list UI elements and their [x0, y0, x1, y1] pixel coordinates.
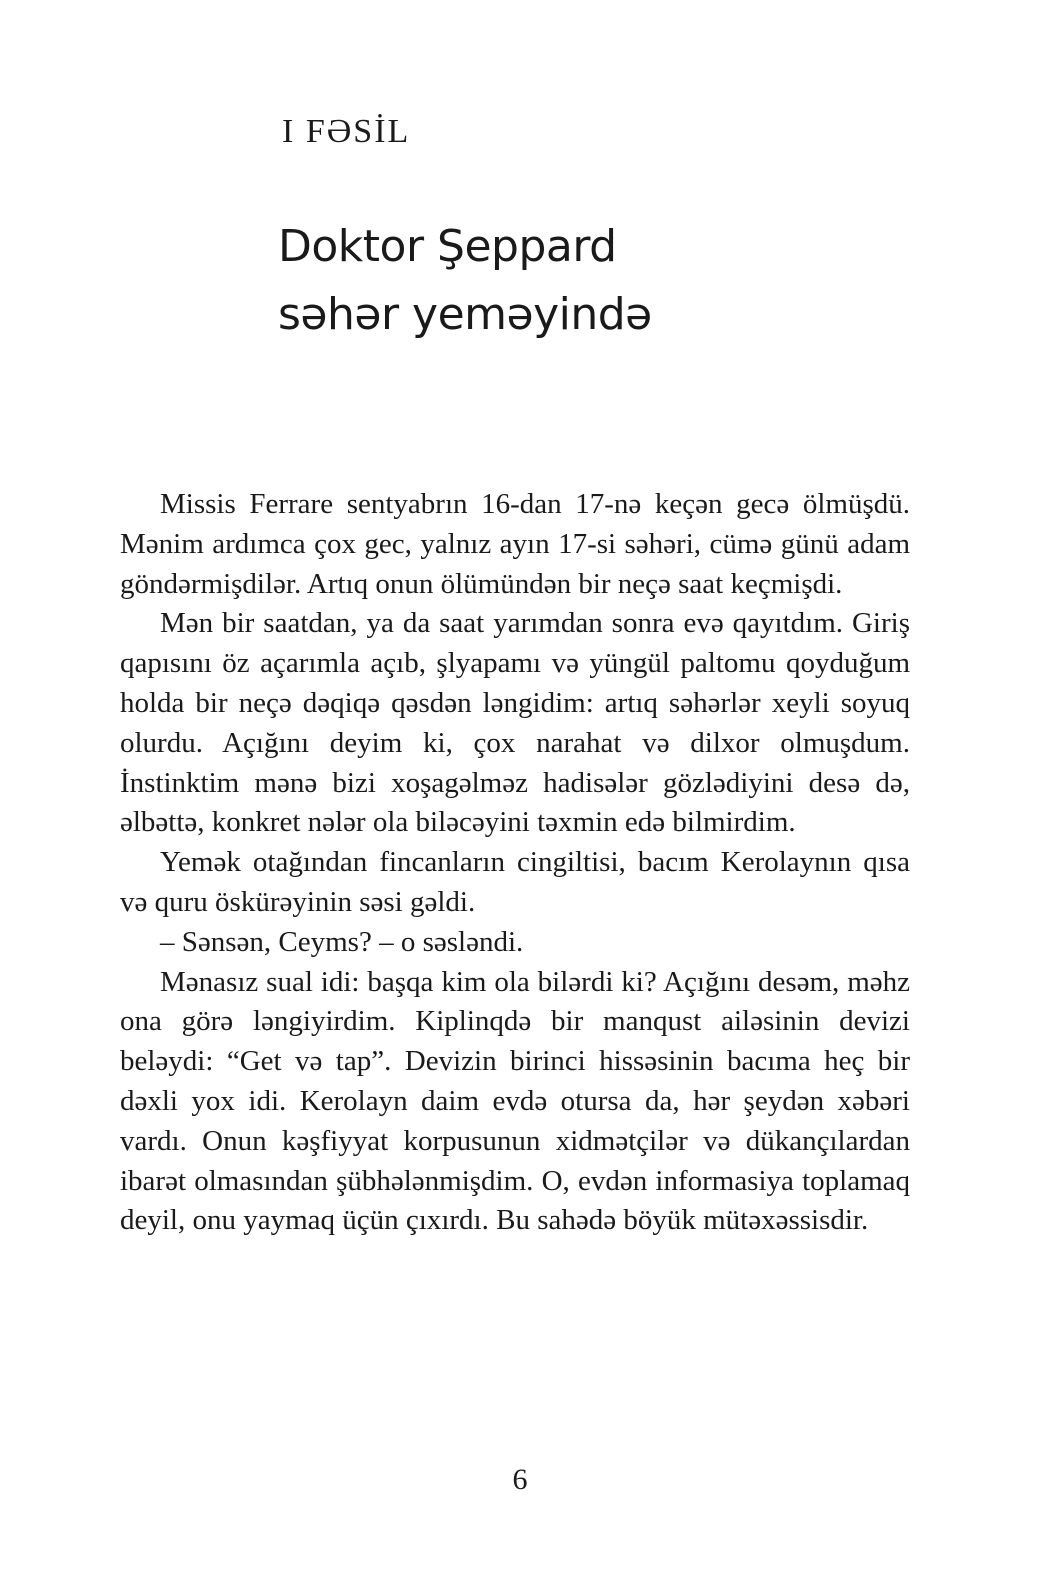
chapter-label: I FƏSİL — [282, 113, 411, 150]
paragraph: Missis Ferrare sentyabrın 16-dan 17-nə keçən gecə ölmüşdü. Mənim ardımca çox gec, yalnız ayın 17-si səhəri, cümə günü adam göndərmişdilər. Artıq onun ölümündən bir neçə saat keçmişdi. — [120, 488, 910, 600]
paragraph: Mən bir saatdan, ya da saat yarımdan sonra evə qayıtdım. Giriş qapısını öz açarımla açıb, şlyapamı və yüngül paltomu qoyduğum holda bir neçə dəqiqə qəsdən ləngidim: artıq səhərlər xeyli soyuq olurdu. Açığını deyim ki, çox narahat və dilxor olmuşdum. İnstinktim mənə bizi xoşagəlməz hadisələr gözlədiyini desə də, əlbəttə, konkret nələr ola biləcəyini təxmin edə bilmirdim. — [120, 607, 910, 839]
chapter-title-line-2: səhər yeməyində — [278, 289, 652, 340]
body-text — [120, 485, 910, 1241]
paragraph: Yemək otağından fincanların cingiltisi, bacım Kerolaynın qısa və quru öskürəyinin səsi gəldi. — [120, 846, 910, 918]
page-number: 6 — [512, 1463, 528, 1496]
chapter-title-line-1: Doktor Şeppard — [278, 221, 617, 272]
paragraph: – Sənsən, Ceyms? – o səsləndi. — [160, 925, 524, 958]
chapter-title — [278, 213, 652, 349]
paragraph: Mənasız sual idi: başqa kim ola bilərdi ki? Açığını desəm, məhz ona görə ləngiyirdim. Kiplinqdə bir manqust ailəsinin devizi beləydi: “Get və tap”. Devizin birinci hissəsinin bacıma heç bir dəxli yox idi. Kerolayn daim evdə otursa da, hər şeydən xəbəri vardı. Onun kəşfiyyat korpusunun xidmətçilər və dükançılardan ibarət olmasından şübhələnmişdim. O, evdən informasiya toplamaq deyil, onu yaymaq üçün çıxırdı. Bu sahədə böyük mütəxəssisdir. — [120, 965, 910, 1237]
